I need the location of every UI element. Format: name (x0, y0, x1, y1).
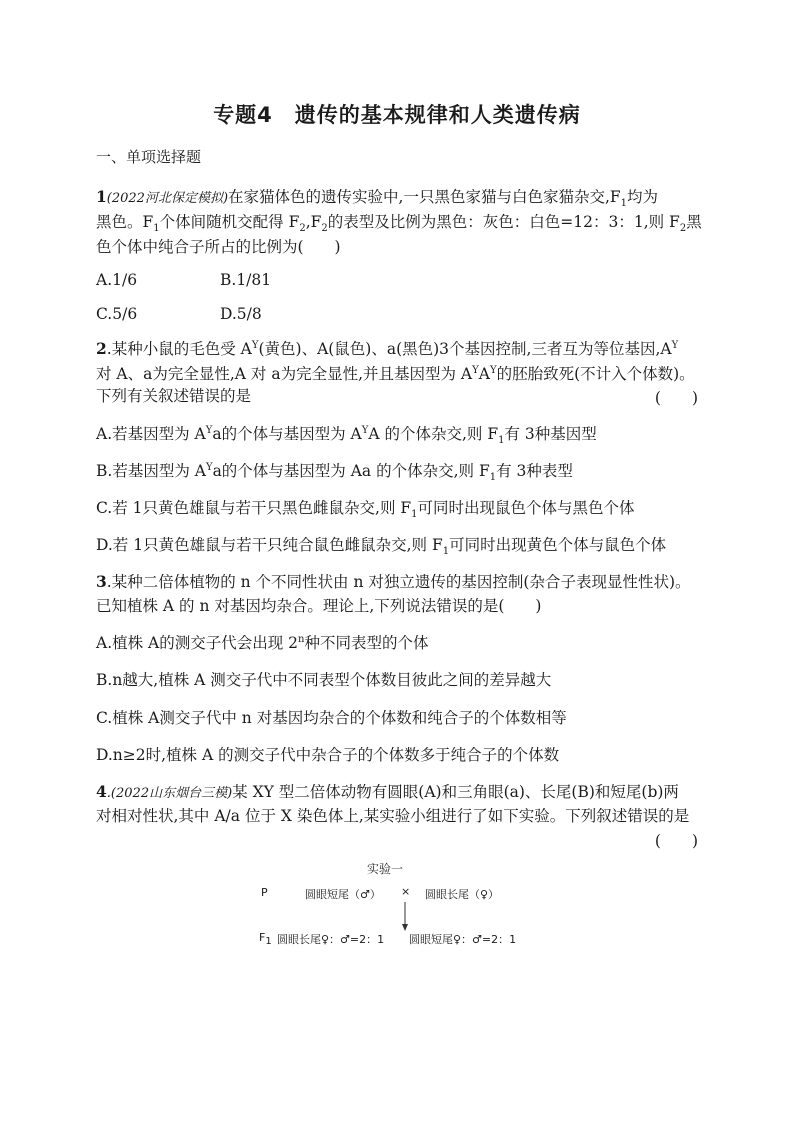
section-heading: 一、单项选择题 (96, 148, 202, 166)
q2-option-d: D.若 1只黄色雄鼠与若干只纯合鼠色雌鼠杂交,则 $F_1$可同时出现黄色个体与鼠色个体 (96, 536, 667, 558)
q1-option-c: C.5/6 (96, 305, 138, 323)
q1-number: 1 (96, 187, 107, 206)
diagram-f1-short-tail: 圆眼短尾♀：♂=2：1 (409, 933, 517, 946)
q2-answer-paren: ( ) (654, 389, 698, 407)
experiment-diagram (255, 858, 555, 948)
q3-option-c: C.植株 A测交子代中 n 对基因均杂合的个体数和纯合子的个体数相等 (96, 709, 567, 727)
q1-option-b: B.1/81 (220, 271, 272, 289)
q3-line-2: 已知植株 A 的 n 对基因均杂合。理论上,下列说法错误的是( ) (96, 597, 542, 615)
q2-line-3: 下列有关叙述错误的是 (96, 387, 252, 405)
q2-line-1: 2.某种小鼠的毛色受 $A^Y$(黄色)、A(鼠色)、a(黑色)3个基因控制,三者互为等位基因$,A^Y$ (96, 339, 679, 358)
q1-source: (2022河北保定模拟) (106, 191, 229, 206)
diagram-p-label: P (261, 886, 268, 899)
diagram-p-male: 圆眼短尾（♂） (305, 888, 381, 901)
q3-line-1: 3.某种二倍体植物的 n 个不同性状由 n 对独立遗传的基因控制(杂合子表现显性性状)。 (96, 572, 691, 591)
q3-option-b: B.n越大,植株 A 测交子代中不同表型个体数目彼此之间的差异越大 (96, 671, 552, 689)
diagram-p-female: 圆眼长尾（♀） (425, 888, 500, 901)
q4-source: .(2022山东烟台三模) (106, 786, 233, 801)
diagram-f1-label: $F_1$ (259, 931, 272, 948)
q3-option-d: D.n≥2时,植株 A 的测交子代中杂合子的个体数多于纯合子的个体数 (96, 746, 560, 764)
diagram-cross-symbol: × (401, 885, 411, 898)
q1-option-d: D.5/8 (220, 305, 262, 323)
q3-number: 3 (96, 572, 107, 591)
diagram-arrow (399, 902, 411, 932)
diagram-f1-long-tail: 圆眼长尾♀：♂=2：1 (277, 933, 385, 946)
q1-line-2: 黑色。$F_1$个体间随机交配得 $F_2,F_2$的表型及比例为黑色：灰色：白色=12：3：1,则 $F_2$黑 (96, 213, 702, 235)
diagram-heading: 实验一 (367, 862, 404, 876)
q4-number: 4 (96, 782, 107, 801)
q2-option-a: A.若基因型为 $A^Ya$的个体与基因型为 $A^YA$ 的个体杂交,则 $F_1$有 3种基因型 (96, 424, 597, 447)
q2-line-2: 对 A、a为完全显性,A 对 a为完全显性,并且基因型为 $A^YA^Y$的胚胎致死(不计入个体数)。 (96, 364, 695, 383)
q1-line-3: 色个体中纯合子所占的比例为( ) (96, 238, 341, 256)
q2-option-b: B.若基因型为 $A^Ya$的个体与基因型为 Aa 的个体杂交,则 $F_1$有 3种表型 (96, 461, 573, 484)
q4-answer-paren: ( ) (654, 832, 698, 850)
q1-option-a: A.1/6 (96, 271, 138, 289)
q1-line-1: 1(2022河北保定模拟)在家猫体色的遗传实验中,一只黑色家猫与白色家猫杂交$,F_1$均为 (96, 187, 659, 210)
q4-line-1: 4.(2022山东烟台三模)某 XY 型二倍体动物有圆眼(A)和三角眼(a)、长尾(B)和短尾(b)两 (96, 782, 679, 801)
q2-number: 2 (96, 339, 107, 358)
q4-line-2: 对相对性状,其中 A/a 位于 X 染色体上,某实验小组进行了如下实验。下列叙述错误的是 (96, 807, 690, 825)
q3-option-a: A.植株 A的测交子代会出现 2$^n$种不同表型的个体 (96, 633, 429, 652)
q2-option-c: C.若 1只黄色雄鼠与若干只黑色雌鼠杂交,则 $F_1$可同时出现鼠色个体与黑色个体 (96, 499, 635, 521)
page-title: 专题4 遗传的基本规律和人类遗传病 (213, 103, 581, 127)
